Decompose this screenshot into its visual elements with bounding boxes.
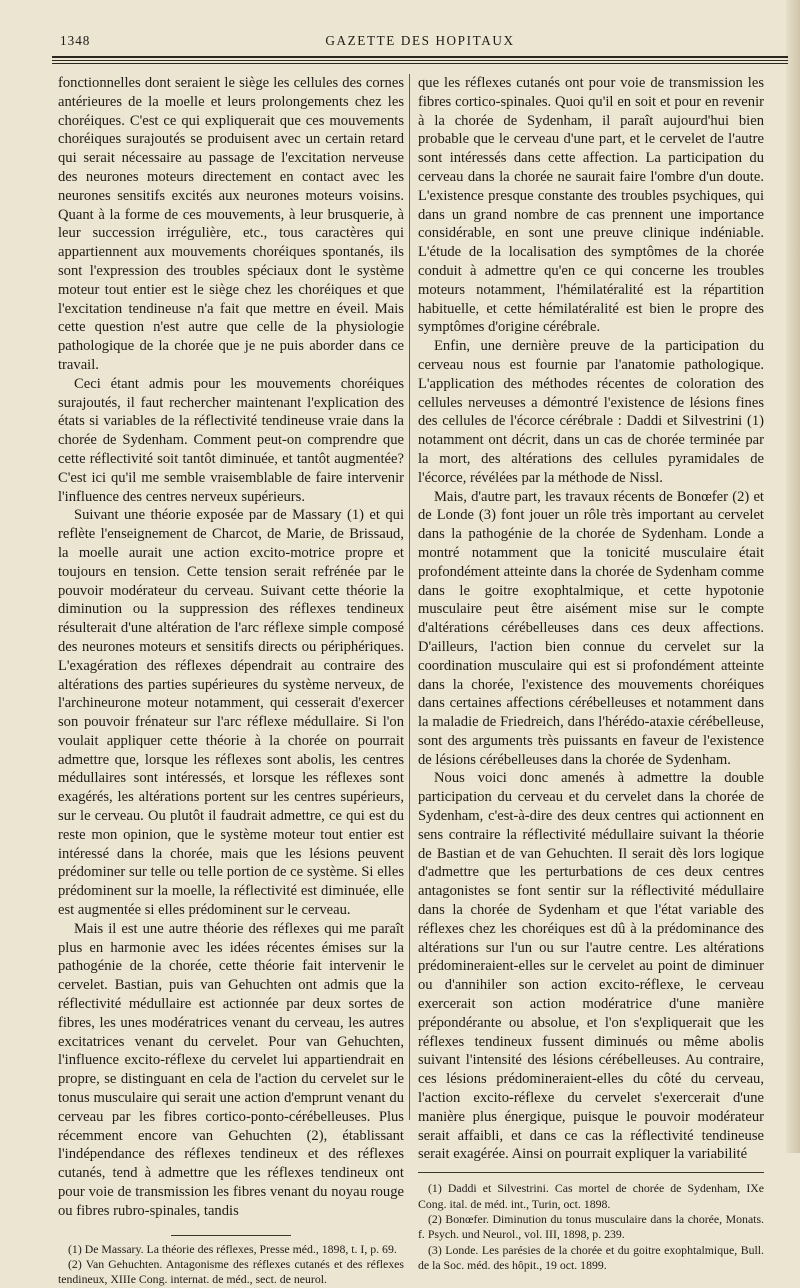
paragraph: que les réflexes cutanés ont pour voie de transmission les fibres cortico-spinales. Quoi qu'il en soit et pour en revenir à la chorée de Sydenham, il paraît aujourd'hui bien probable que le cerveau d'une part, et le cervelet de l'autre sont intéressés dans cette affection. La participation du cerveau dans la chorée ne saurait faire l'ombre d'un doute. L'existence presque constante des troubles psychiques, qui dans un grand nombre de cas prennent une importance considérable, en sont une preuve clinique indéniable. L'étude de la localisation des symptômes de la chorée conduit à admettre qu'en ce qui concerne les troubles moteurs notamment, l'hémilatéralité est la répartition habituelle, et cette hémilatéralité est bien le propre des symptômes d'origine cérébrale. [418,75,764,336]
footnote-rule [418,1172,764,1173]
left-column [58,74,404,1288]
paragraph: Suivant une théorie exposée par de Massary (1) et qui reflète l'enseignement de Charcot, de Marie, de Brissaud, la moelle aurait une action excito-motrice propre et toujours en tension. Cette tension serait refrénée par le pouvoir modérateur du cerveau. Suivant cette théorie la diminution ou la suppression des réflexes tendineux résulterait d'une altération de l'arc réflexe simple composé des neurones moteurs et sensitifs directs ou périphériques. L'exagération des réflexes dépendrait au contraire des altérations des parties supérieures du système nerveux, de l'archineurone moteur notamment, qui cesserait d'exercer son pouvoir frénateur sur l'arc réflexe médullaire. Si l'on voulait appliquer cette théorie à la chorée on pourrait admettre que, lorsque les réflexes sont abolis, les centres médullaires sont intéressés, et lorsque les réflexes sont exagérés, les altérations portent sur les centres supérieurs, sur le cerveau. Ou plutôt il faudrait admettre, ce qui est du reste mon opinion, que le système moteur tout entier est intéressé dans la chorée, mais que les lésions peuvent prédominer sur telle ou telle portion de ce système. Si elles prédominent sur la moelle, la réflectivité est diminuée, elle est augmentée si elles prédominent sur le cerveau. [58,507,404,919]
page-edge-shadow [786,0,800,1153]
paragraph: Mais il est une autre théorie des réflexes qui me paraît plus en harmonie avec les idées récentes émises sur la pathogénie de la chorée, cette théorie fait intervenir le cervelet. Bastian, puis van Gehuchten ont admis que la réflectivité médullaire est actionnée par deux sortes de fibres, les unes modératrices venant du cerveau, les autres excitatrices venant du cervelet. Pour van Gehuchten, l'influence excito-réflexe du cervelet lui appartiendrait en propre, se distinguant en cela de l'action du cervelet sur le tonus musculaire qui serait une action d'emprunt venant du cerveau par les fibres cortico-ponto-cérébelleuses. Plus récemment encore van Gehuchten (2), établissant l'indépendance des réflexes tendineux et des réflexes cutanés, tend à admettre que les réflexes tendineux ont pour voie de transmission les fibres venant du noyau rouge ou fibres rubro-spinales, tandis [58,920,404,1219]
column-divider [409,74,410,1120]
header-rule-thick [52,56,788,58]
footnote: (2) Bonœfer. Diminution du tonus musculaire dans la chorée, Monats. f. Psych. und Neurol., vol. III, 1898, p. 239. [418,1212,764,1242]
paragraph: Nous voici donc amenés à admettre la double participation du cerveau et du cervelet dans la chorée de Sydenham, c'est-à-dire des deux centres qui actionnent en sens contraire la réflectivité médullaire suivant la théorie de Bastian et de van Gehuchten. Il serait dès lors logique d'admettre que les perturbations de ces deux centres antagonistes se font sentir sur la réflectivité médullaire dans la chorée de Sydenham et que l'état variable des réflexes chez les choréiques est dû à la prédominance des altérations sur l'un ou sur l'autre centre. Les altérations prédomineraient-elles sur le cervelet au point de diminuer ou d'annihiler son action excito-réflexe, le cerveau exercerait son action modératrice d'une manière prépondérante ou absolue, et l'on s'expliquerait que les réflexes tendineux fussent diminués ou même abolis suivant l'intensité des lésions cérébelleuses. Au contraire, ces lésions prédomineraient-elles du côté du cerveau, l'action excito-réflexe du cervelet s'exercerait d'une manière plus énergique, puisque le pouvoir modérateur serait affaibli, et dans ce cas la réflectivité tendineuse serait exagérée. Ainsi on pourrait expliquer la variabilité [418,770,764,1163]
footnote: (1) Daddi et Silvestrini. Cas mortel de chorée de Sydenham, IXe Cong. ital. de méd. int., Turin, oct. 1898. [418,1181,764,1211]
footnote-rule [171,1235,291,1236]
paragraph: fonctionnelles dont seraient le siège les cellules des cornes antérieures de la moelle et leurs prolongements chez les choréiques. C'est ce qui expliquerait que ces mouvements choréiques surajoutés se produisent avec un certain retard qui serait nécessaire au passage de l'excitation nerveuse des neurones moteurs directement en contact avec les neurones sensitifs excités aux neurones moteurs voisins. Quant à la forme de ces mouvements, à leur brusquerie, à leur succession irrégulière, etc., tous caractères qui appartiennent aux mouvements choréiques spontanés, ils sont l'expression des troubles spéciaux dont le système moteur tout entier est le siège chez les choréiques et que l'excitation tendineuse n'a fait que mettre en éveil. Mais cette question n'est autre que celle de la physiologie pathologique de la chorée que je ne puis aborder dans ce travail. [58,75,404,373]
right-column [418,74,764,1274]
paragraph: Enfin, une dernière preuve de la participation du cerveau nous est fournie par l'anatomie pathologique. L'application des méthodes récentes de coloration des cellules nerveuses a démontré l'existence de lésions fines des cellules de l'écorce cérébrale : Daddi et Silvestrini (1) notamment ont décrit, dans un cas de chorée terminée par la mort, des altérations des cellules pyramidales de l'écorce, révélées par la méthode de Nissl. [418,338,764,486]
header-rule-thin-lower [52,63,788,64]
footnote: (2) Van Gehuchten. Antagonisme des réflexes cutanés et des réflexes tendineux, XIIIe Cong. internat. de méd., sect. de neurol. [58,1257,404,1287]
footnote: (1) De Massary. La théorie des réflexes, Presse méd., 1898, t. I, p. 69. [68,1241,397,1256]
page-number: 1348 [60,33,91,48]
page-header [52,30,788,50]
footnote: (3) Londe. Les parésies de la chorée et du goitre exophtalmique, Bull. de la Soc. méd. des hôpit., 19 oct. 1899. [418,1242,764,1273]
journal-title: GAZETTE DES HOPITAUX [325,33,515,48]
header-rule-thin [52,60,788,61]
paragraph: Mais, d'autre part, les travaux récents de Bonœfer (2) et de Londe (3) font jouer un rôle très important au cervelet dans la pathogénie de la chorée de Sydenham. Londe a montré notamment que la tonicité musculaire était profondément atteinte dans la chorée de Sydenham comme dans le goitre exophtalmique, et cette hypotonie musculaire peut être aisément mise sur le compte d'altérations cérébelleuses dans ces deux affections. D'ailleurs, l'action bien connue du cervelet sur la coordination musculaire qui est si profondément atteinte dans la chorée, l'existence des mouvements choréiques dans certaines affections cérébelleuses et notamment dans la maladie de Friedreich, dans l'hérédo-ataxie cérébelleuse, sont des arguments très puissants en faveur de l'existence de lésions cérébelleuses dans la chorée de Sydenham. [418,488,764,768]
paragraph: Ceci étant admis pour les mouvements choréiques surajoutés, il faut rechercher maintenant l'explication des états si variables de la réflectivité tendineuse vraie dans la chorée de Sydenham. Comment peut-on comprendre que cette réflectivité soit tantôt diminuée, et tantôt augmentée? C'est ici qu'il me semble vraisemblable de faire intervenir l'influence des centres nerveux supérieurs. [58,375,404,505]
